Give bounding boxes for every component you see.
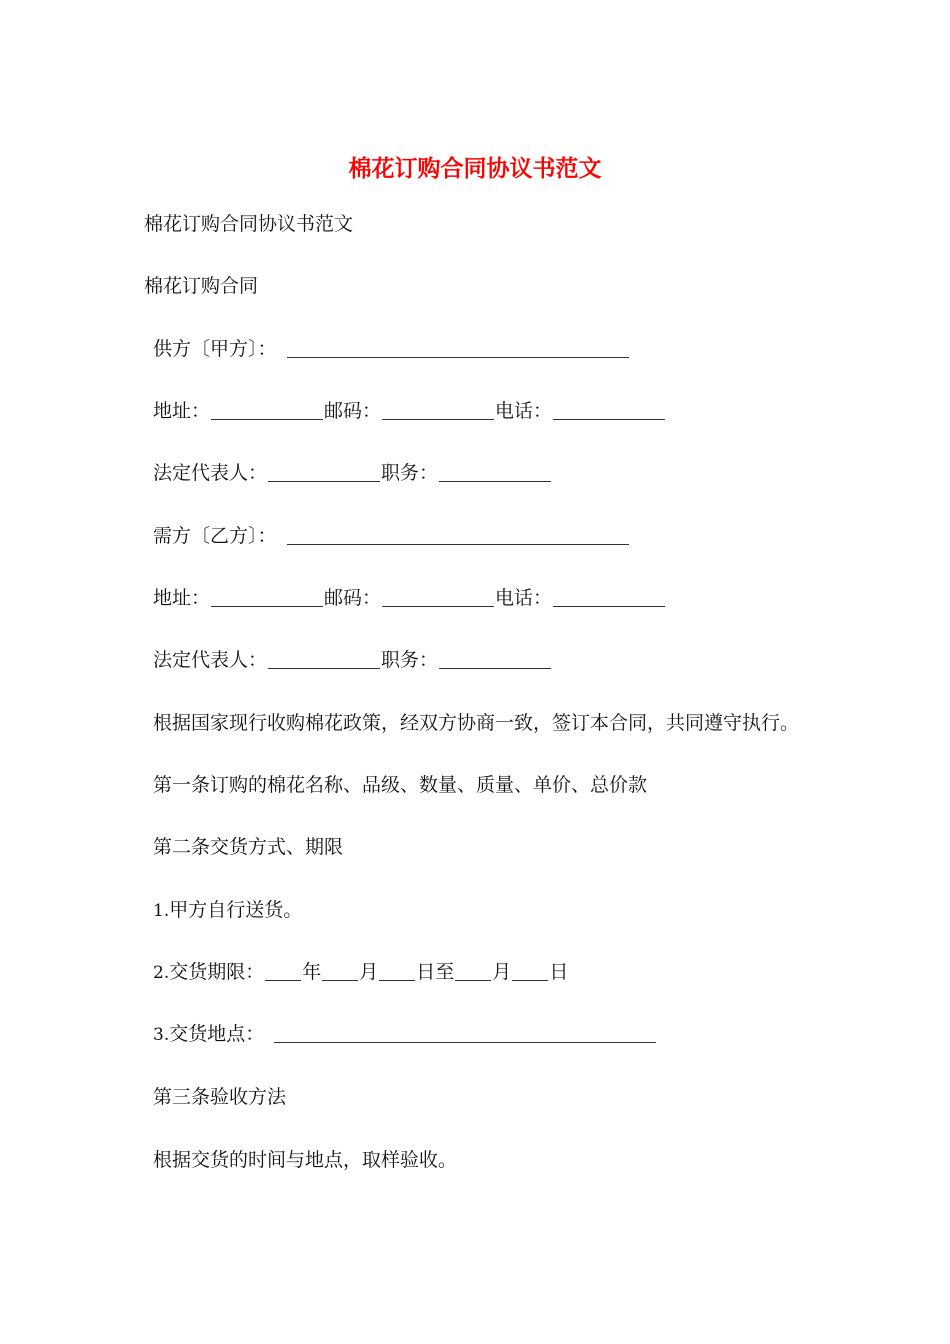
- inspection-paragraph: 根据交货的时间与地点，取样验收。: [153, 1149, 458, 1171]
- year-label: 年: [302, 961, 322, 983]
- buyer-title-label: 职务：: [381, 649, 439, 671]
- buyer-rep-field[interactable]: [268, 648, 380, 669]
- month-label: 月: [359, 961, 379, 983]
- supplier-rep-line: [153, 458, 552, 488]
- start-day-field[interactable]: [379, 960, 415, 981]
- item-3-number: 3.: [153, 1025, 170, 1045]
- document-subtitle: 棉花订购合同协议书范文: [144, 213, 354, 235]
- start-month-field[interactable]: [322, 960, 358, 981]
- supplier-label: 供方〔甲方〕：: [153, 338, 277, 360]
- month2-label: 月: [492, 961, 512, 983]
- buyer-label: 需方〔乙方〕：: [153, 525, 277, 547]
- article-1-heading: 第一条订购的棉花名称、品级、数量、质量、单价、总价款: [153, 774, 648, 796]
- buyer-name-field[interactable]: [287, 524, 629, 545]
- buyer-rep-label: 法定代表人：: [153, 649, 268, 671]
- buyer-phone-label: 电话：: [495, 587, 553, 609]
- delivery-period-label: 交货期限：: [169, 961, 265, 983]
- buyer-address-field[interactable]: [211, 586, 323, 607]
- article-2-heading: 第二条交货方式、期限: [153, 836, 344, 858]
- supplier-rep-field[interactable]: [268, 461, 380, 482]
- buyer-contact-line: [153, 583, 666, 613]
- buyer-title-field[interactable]: [439, 648, 551, 669]
- day-to-label: 日至: [416, 961, 455, 983]
- day2-label: 日: [549, 961, 569, 983]
- supplier-rep-label: 法定代表人：: [153, 462, 268, 484]
- item-1-text: 甲方自行送货。: [169, 899, 303, 921]
- article-3-heading: 第三条验收方法: [153, 1086, 287, 1108]
- item-2-number: 2.: [153, 963, 170, 983]
- supplier-line: [153, 334, 630, 364]
- delivery-location-label: 交货地点：: [169, 1023, 265, 1045]
- buyer-line: [153, 521, 630, 551]
- supplier-name-field[interactable]: [287, 337, 629, 358]
- supplier-address-field[interactable]: [211, 399, 323, 420]
- supplier-postcode-label: 邮码：: [324, 400, 382, 422]
- item-1-number: 1.: [153, 901, 170, 921]
- start-year-field[interactable]: [265, 960, 301, 981]
- buyer-rep-line: [153, 645, 552, 675]
- end-day-field[interactable]: [512, 960, 548, 981]
- item-1: [153, 895, 302, 925]
- supplier-phone-label: 电话：: [495, 400, 553, 422]
- document-title: 棉花订购合同协议书范文: [348, 155, 602, 182]
- contract-name: 棉花订购合同: [144, 275, 259, 297]
- supplier-phone-field[interactable]: [553, 399, 665, 420]
- supplier-title-label: 职务：: [381, 462, 439, 484]
- item-2: [153, 957, 568, 987]
- buyer-address-label: 地址：: [153, 587, 211, 609]
- supplier-title-field[interactable]: [439, 461, 551, 482]
- supplier-postcode-field[interactable]: [382, 399, 494, 420]
- preamble-paragraph: 根据国家现行收购棉花政策，经双方协商一致，签订本合同，共同遵守执行。: [153, 712, 800, 734]
- end-month-field[interactable]: [455, 960, 491, 981]
- item-3: [153, 1019, 657, 1049]
- buyer-phone-field[interactable]: [553, 586, 665, 607]
- supplier-contact-line: [153, 396, 666, 426]
- supplier-address-label: 地址：: [153, 400, 211, 422]
- buyer-postcode-label: 邮码：: [324, 587, 382, 609]
- delivery-location-field[interactable]: [274, 1022, 656, 1043]
- buyer-postcode-field[interactable]: [382, 586, 494, 607]
